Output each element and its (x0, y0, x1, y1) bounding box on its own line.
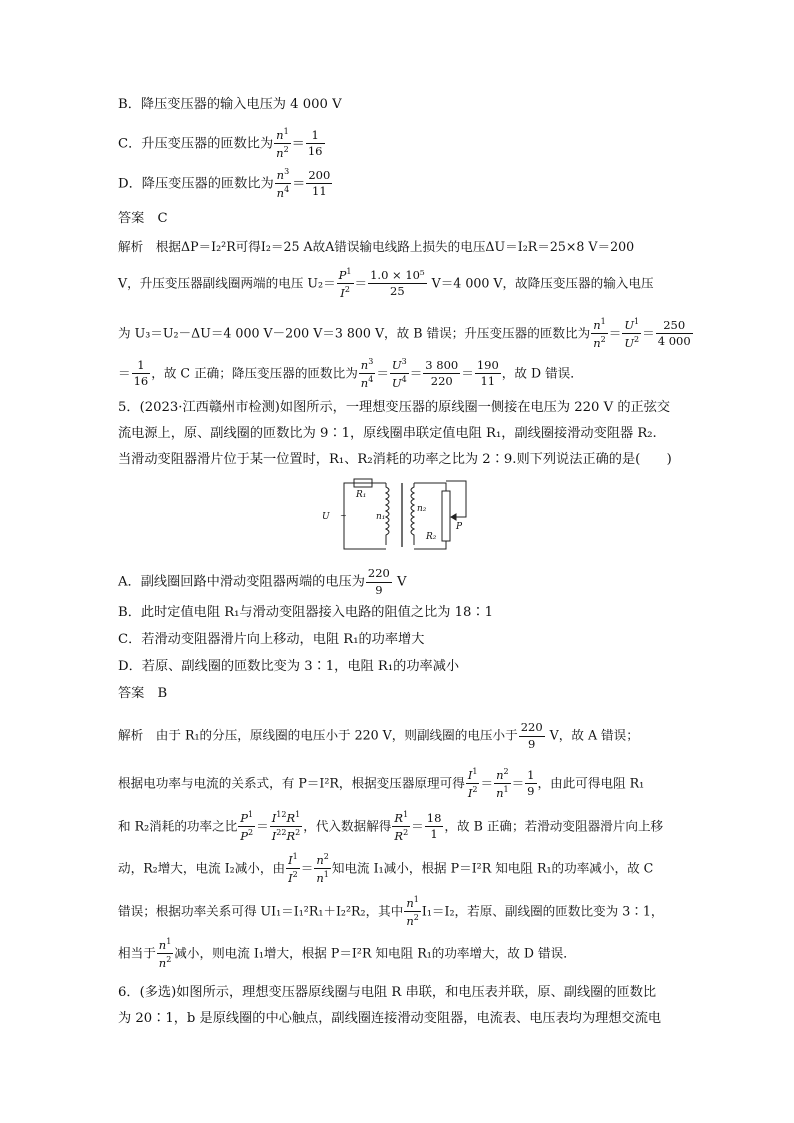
n2-label: n₂ (417, 504, 427, 514)
q5-explanation-4: 动，R₂增大，电流 I₂减小，由 $\frac{I^1}{I^2}$ ＝ $\frac{n^2}{n^1}$ 知电流 I₁减小，根据 P＝I²R 知电阻 R₁的功率减小，故 C (118, 852, 654, 886)
q5-stem-3: 当滑动变阻器滑片位于某一位置时，R₁、R₂消耗的功率之比为 2∶9.则下列说法正确的是( ) (118, 452, 672, 467)
q4-explanation-4: ＝ $\frac{1}{16}$ ，故 C 正确；降压变压器的匝数比为 $\frac{n^3}{n^4}$ ＝ $\frac{U^3}{U^4}$ ＝ $\frac{3 800}{220}$ ＝ $\frac{190}{11}$ ，故 D 错误． (118, 357, 583, 391)
q5-stem-2: 流电源上，原、副线圈的匝数比为 9∶1，原线圈串联定值电阻 R₁，副线圈接滑动变阻器 R₂. (118, 426, 657, 441)
q4-explanation-1: 解析 根据ΔP＝I₂²R可得I₂＝25 A故A错误输电线路上损失的电压ΔU＝I₂R＝25×8 V＝200 (118, 239, 635, 254)
n1-label: n₁ (376, 512, 386, 522)
q4-d-value: $\frac{200}{11}$ (308, 167, 331, 199)
p-label: P (456, 522, 463, 532)
q5-explanation-5: 错误；根据功率关系可得 UI₁＝I₁²R₁＋I₂²R₂，其中 $\frac{n^1}{n^2}$ I₁＝I₂，若原、副线圈的匝数比变为 3∶1， (118, 895, 664, 929)
q5-option-c: C．若滑动变阻器滑片向上移动，电阻 R₁的功率增大 (118, 632, 425, 647)
q4-answer: 答案 C (118, 211, 168, 226)
q5-answer: 答案 B (118, 686, 168, 701)
q6-stem-2: 为 20∶1，b 是原线圈的中心触点，副线圈连接滑动变阻器，电流表、电压表均为理想交流电 (118, 1011, 662, 1026)
svg-text:~: ~ (340, 511, 347, 520)
q4-d-ratio: $\frac{n^3}{n^4}$ (276, 167, 290, 201)
r2-label: R₂ (426, 532, 437, 542)
secondary-coil (411, 483, 414, 545)
primary-coil (386, 483, 389, 545)
r1-label: R₁ (356, 490, 367, 500)
q4-option-b: B．降压变压器的输入电压为 4 000 V (118, 97, 342, 112)
q6-stem-1: 6．(多选)如图所示，理想变压器原线圈与电阻 R 串联，和电压表并联，原、副线圈的匝数比 (118, 985, 657, 1000)
q5-option-b: B．此时定值电阻 R₁与滑动变阻器接入电路的阻值之比为 18∶1 (118, 605, 493, 620)
q5-option-a: A．副线圈回路中滑动变阻器两端的电压为 $\frac{220}{9}$ V (118, 566, 407, 597)
q4-option-d: D．降压变压器的匝数比为 $\frac{n^3}{n^4}$ ＝ $\frac{200}{11}$ (118, 167, 331, 201)
u-label: U (322, 512, 330, 522)
q5-stem-1: 5．(2023·江西赣州市检测)如图所示，一理想变压器的原线圈一侧接在电压为 220 V 的正弦交 (118, 400, 671, 415)
q5-explanation-6: 相当于 $\frac{n^1}{n^2}$ 减小，则电流 I₁增大，根据 P＝I²R 知电阻 R₁的功率增大，故 D 错误． (118, 937, 576, 971)
transformer-circuit-diagram (318, 477, 474, 553)
q5-option-d: D．若原、副线圈的匝数比变为 3∶1，电阻 R₁的功率减小 (118, 659, 460, 674)
q4-explanation-3: 为 U₃＝U₂－ΔU＝4 000 V－200 V＝3 800 V，故 B 错误；升压变压器的匝数比为 $\frac{n^1}{n^2}$ ＝ $\frac{U^1}{U^2}$ ＝ $\frac{250}{4 000}$ (118, 317, 691, 351)
q5-explanation-2: 根据电功率与电流的关系式，有 P＝I²R，根据变压器原理可得 $\frac{I^1}{I^2}$ ＝ $\frac{n^2}{n^1}$ ＝ $\frac{1}{9}$ ，由此可得电阻 R₁ (118, 767, 645, 801)
q4-option-c: C．升压变压器的匝数比为 $\frac{n^1}{n^2}$ ＝ $\frac{1}{16}$ (118, 127, 323, 161)
q5-explanation-1: 解析 由于 R₁的分压，原线圈的电压小于 220 V，则副线圈的电压小于 $\frac{220}{9}$ V，故 A 错误； (118, 720, 639, 751)
r2-rheostat (442, 491, 450, 541)
q4-explanation-2: V，升压变压器副线圈两端的电压 U₂＝ $\frac{P^1}{I^2}$ ＝ $\frac{\text{1.0 × 10⁵}}{25}$ V＝4 000 V，故降压变压器的输入电压 (118, 267, 654, 301)
q5-explanation-3: 和 R₂消耗的功率之比 $\frac{P^1}{P^2}$ ＝ $\frac{I^{12}R^1}{I^{22}R^2}$ ，代入数据解得 $\frac{R^1}{R^2}$ ＝ $\frac{18}{1}$ ，故 B 正确；若滑动变阻器滑片向上移 (118, 810, 664, 844)
q4-c-value: $\frac{1}{16}$ (307, 127, 323, 159)
q4-c-ratio: $\frac{n^1}{n^2}$ (276, 127, 289, 161)
